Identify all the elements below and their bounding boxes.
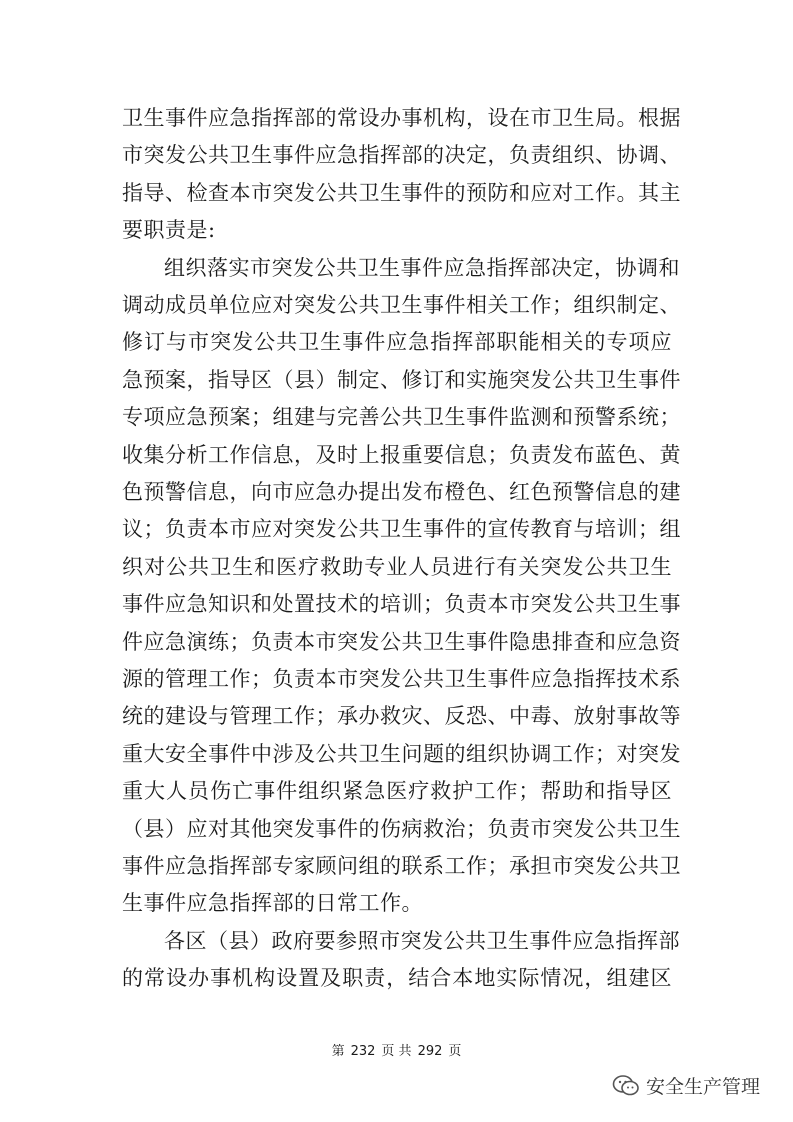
text-line: 议；负责本市应对突发公共卫生事件的宣传教育与培训；组 (122, 517, 681, 542)
text-line: 件应急演练；负责本市突发公共卫生事件隐患排查和应急资 (122, 629, 681, 654)
text-line: 修订与市突发公共卫生事件应急指挥部职能相关的专项应 (122, 330, 672, 355)
text-line: 组织落实市突发公共卫生事件应急指挥部决定，协调和 (164, 255, 680, 280)
text-line: 生事件应急指挥部的日常工作。 (122, 891, 423, 916)
footer-total-pages: 292 (417, 1044, 443, 1059)
text-line: 市突发公共卫生事件应急指挥部的决定，负责组织、协调、 (122, 143, 681, 168)
text-line: 织对公共卫生和医疗救助专业人员进行有关突发公共卫生 (122, 554, 672, 579)
wechat-icon (612, 1074, 640, 1098)
footer-prefix: 第 (331, 1044, 345, 1059)
brand-name: 安全生产管理 (646, 1076, 761, 1098)
text-line: 的常设办事机构设置及职责，结合本地实际情况，组建区 (122, 966, 672, 991)
page-footer (0, 1040, 793, 1059)
text-line: 事件应急知识和处置技术的培训；负责本市突发公共卫生事 (122, 592, 681, 617)
text-line: 源的管理工作；负责本市突发公共卫生事件应急指挥技术系 (122, 667, 681, 691)
text-line: 重大安全事件中涉及公共卫生问题的组织协调工作；对突发 (122, 741, 681, 766)
text-line: 各区（县）政府要参照市突发公共卫生事件应急指挥部 (164, 928, 680, 953)
text-line: 色预警信息，向市应急办提出发布橙色、红色预警信息的建 (122, 480, 681, 504)
text-line: 急预案，指导区（县）制定、修订和实施突发公共卫生事件 (122, 367, 681, 392)
text-line: 要职责是: (122, 218, 216, 243)
footer-suffix: 页 (448, 1044, 462, 1059)
brand-watermark (612, 1072, 760, 1099)
footer-current-page: 232 (350, 1044, 376, 1059)
text-line: 指导、检查本市突发公共卫生事件的预防和应对工作。其主 (122, 180, 681, 205)
text-line: 调动成员单位应对突发公共卫生事件相关工作；组织制定、 (122, 293, 681, 317)
text-line: 卫生事件应急指挥部的常设办事机构，设在市卫生局。根据 (122, 106, 681, 130)
text-line: 收集分析工作信息，及时上报重要信息；负责发布蓝色、黄 (122, 442, 681, 467)
text-line: 事件应急指挥部专家顾问组的联系工作；承担市突发公共卫 (122, 854, 681, 878)
text-line: 重大人员伤亡事件组织紧急医疗救护工作；帮助和指导区 (122, 779, 672, 804)
text-line: 专项应急预案；组建与完善公共卫生事件监测和预警系统； (122, 405, 681, 430)
text-line: 统的建设与管理工作；承办救灾、反恐、中毒、放射事故等 (122, 704, 681, 729)
footer-middle: 页 共 (381, 1044, 412, 1059)
text-line: （县）应对其他突发事件的伤病救治；负责市突发公共卫生 (122, 816, 681, 841)
